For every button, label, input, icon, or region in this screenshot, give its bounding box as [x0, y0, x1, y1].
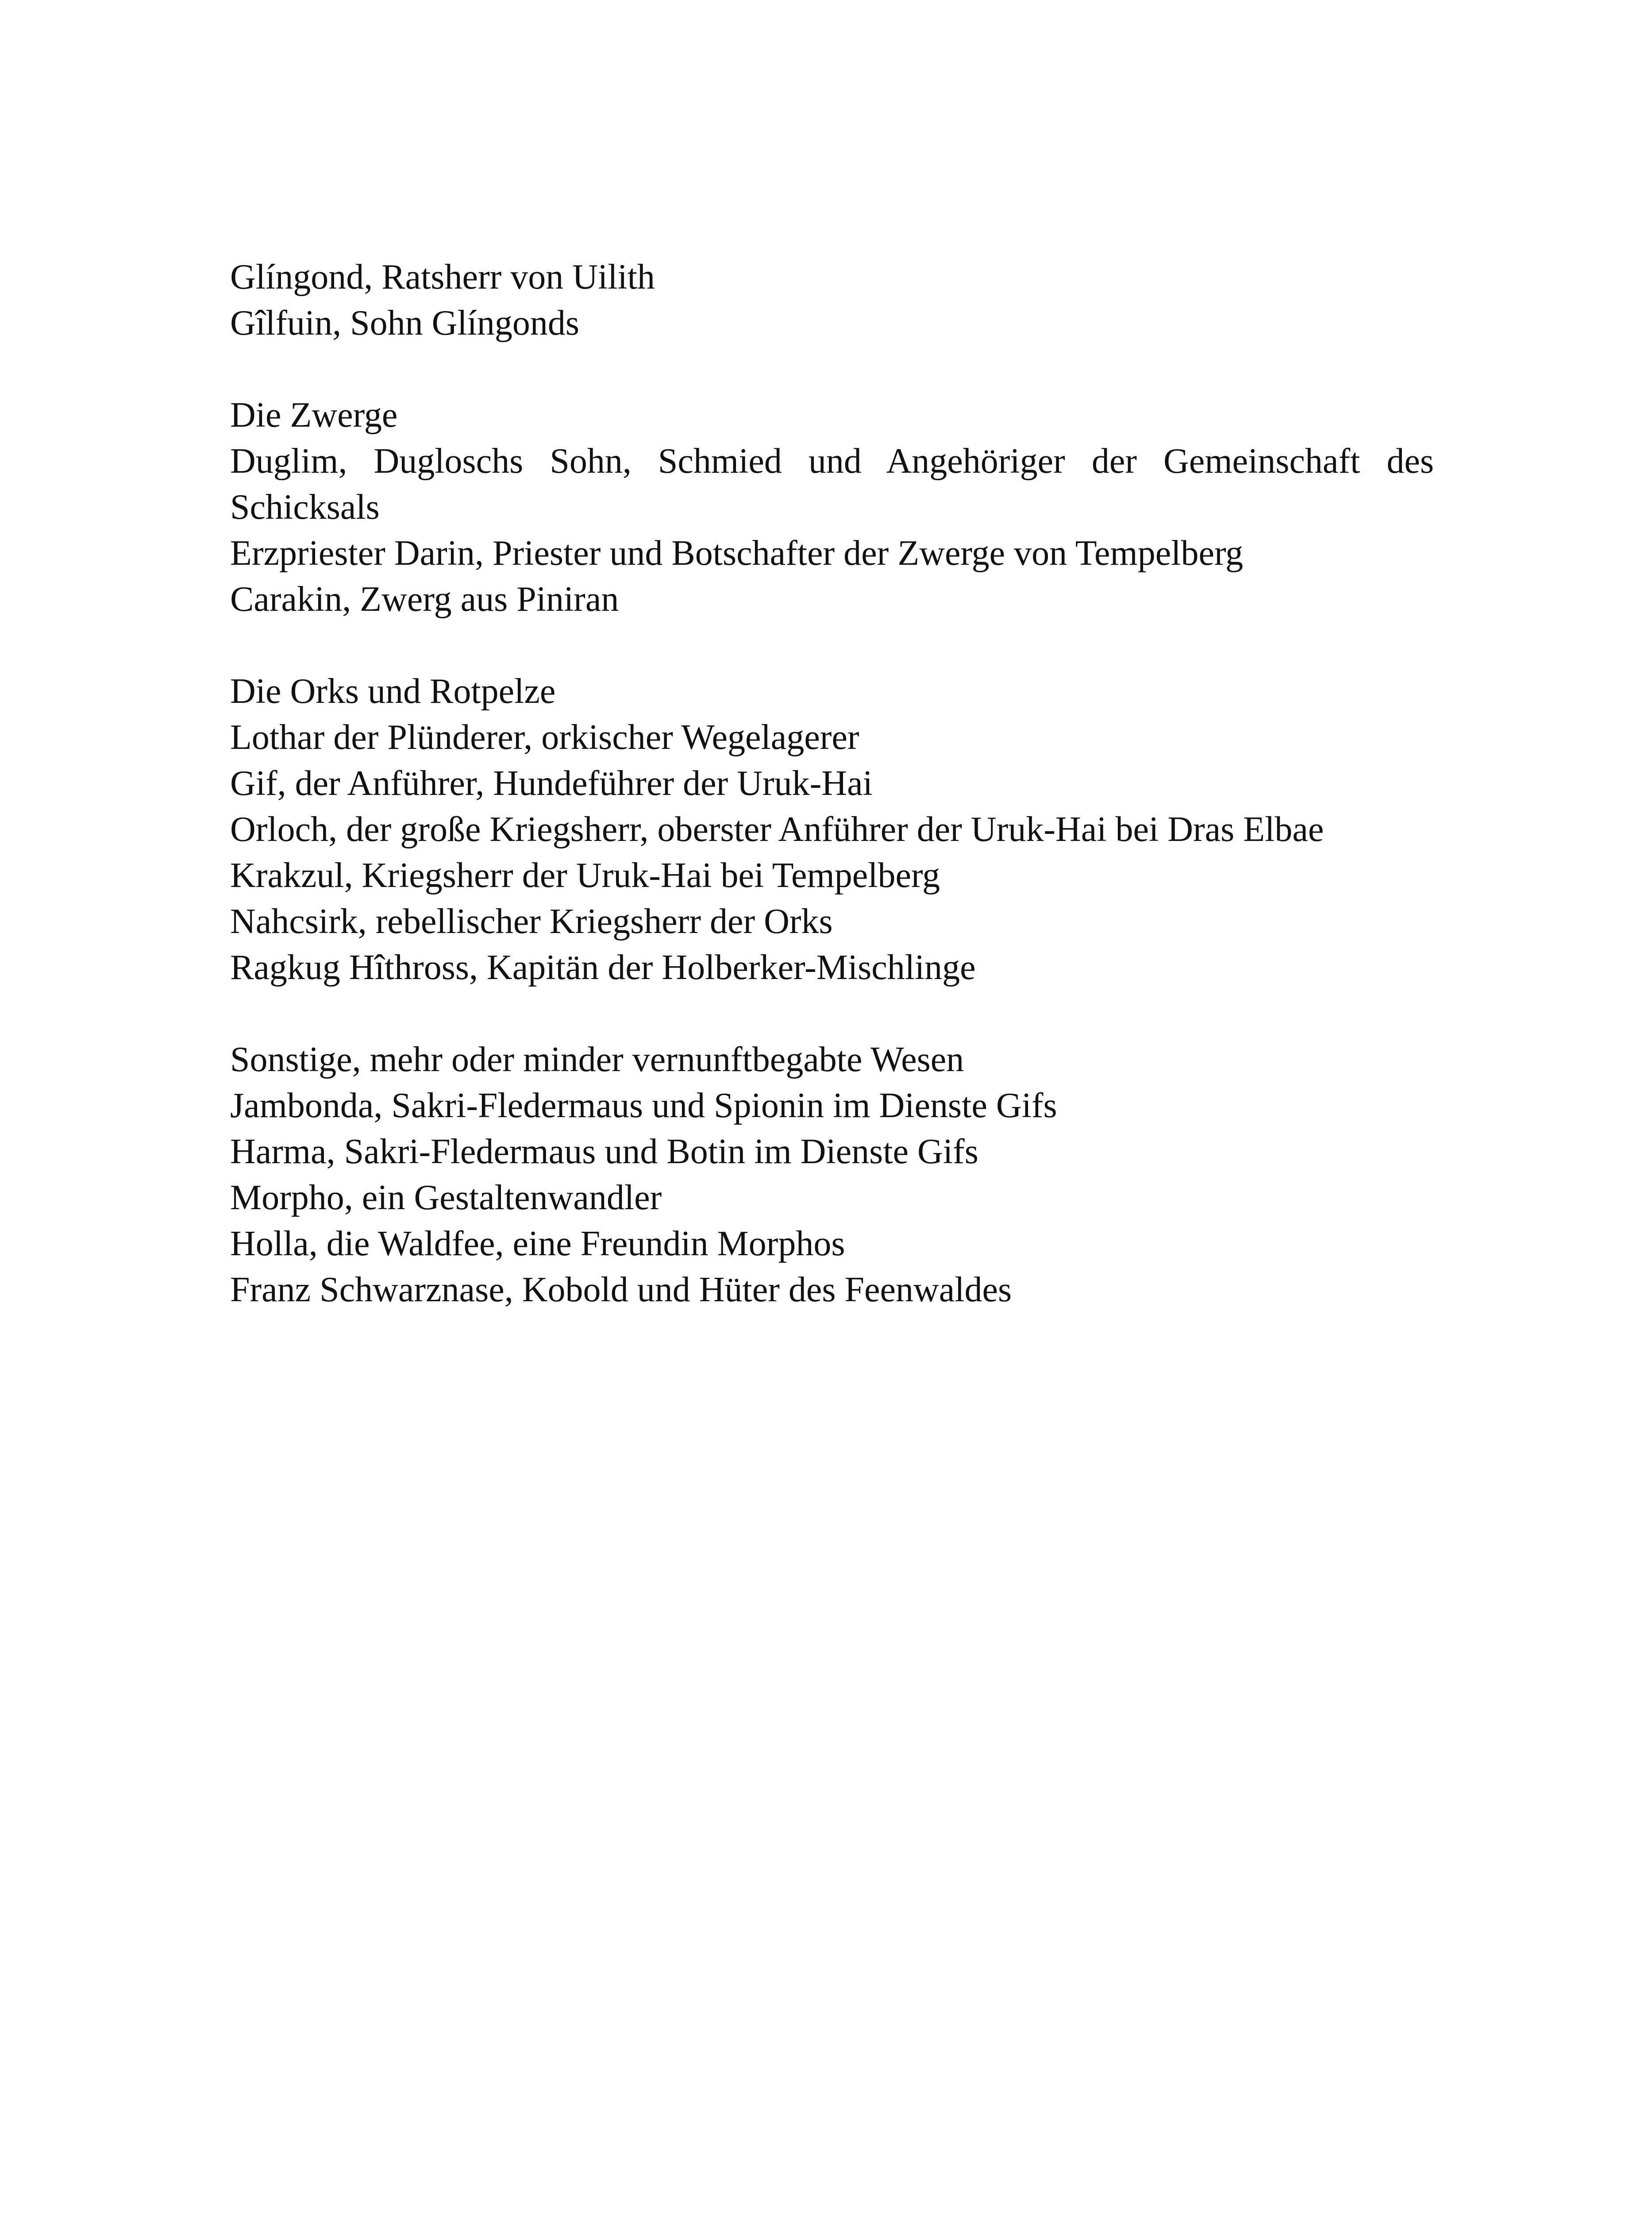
section-orcs [230, 668, 1434, 991]
list-item: Gîlfuin, Sohn Glíngonds [230, 304, 579, 343]
list-item: Ragkug Hîthross, Kapitän der Holberker-Mischlinge [230, 948, 976, 987]
section-heading: Die Orks und Rotpelze [230, 672, 556, 711]
list-item: Glíngond, Ratsherr von Uilith [230, 258, 655, 297]
list-item: Jambonda, Sakri-Fledermaus und Spionin im Dienste Gifs [230, 1086, 1057, 1125]
list-item: Holla, die Waldfee, eine Freundin Morphos [230, 1224, 845, 1263]
list-item: Krakzul, Kriegsherr der Uruk-Hai bei Tempelberg [230, 856, 940, 895]
list-item: Carakin, Zwerg aus Piniran [230, 580, 619, 619]
section-heading: Die Zwerge [230, 396, 398, 435]
list-item: Erzpriester Darin, Priester und Botschafter der Zwerge von Tempelberg [230, 534, 1244, 573]
section-others [230, 1037, 1434, 1313]
list-item: Franz Schwarznase, Kobold und Hüter des Feenwaldes [230, 1270, 1012, 1309]
section-elves [230, 254, 1434, 346]
character-list [230, 254, 1434, 1359]
list-item: Nahcsirk, rebellischer Kriegsherr der Orks [230, 902, 833, 941]
list-item: Orloch, der große Kriegsherr, oberster Anführer der Uruk-Hai bei Dras Elbae [230, 810, 1324, 849]
section-heading: Sonstige, mehr oder minder vernunftbegabte Wesen [230, 1040, 964, 1079]
list-item: Gif, der Anführer, Hundeführer der Uruk-Hai [230, 764, 873, 803]
list-item: Harma, Sakri-Fledermaus und Botin im Dienste Gifs [230, 1132, 978, 1171]
list-item: Lothar der Plünderer, orkischer Wegelagerer [230, 718, 859, 757]
list-item: Duglim, Dugloschs Sohn, Schmied und Angehöriger der Gemeinschaft des Schicksals [230, 442, 1434, 527]
list-item: Morpho, ein Gestaltenwandler [230, 1178, 662, 1217]
section-dwarves [230, 392, 1434, 622]
